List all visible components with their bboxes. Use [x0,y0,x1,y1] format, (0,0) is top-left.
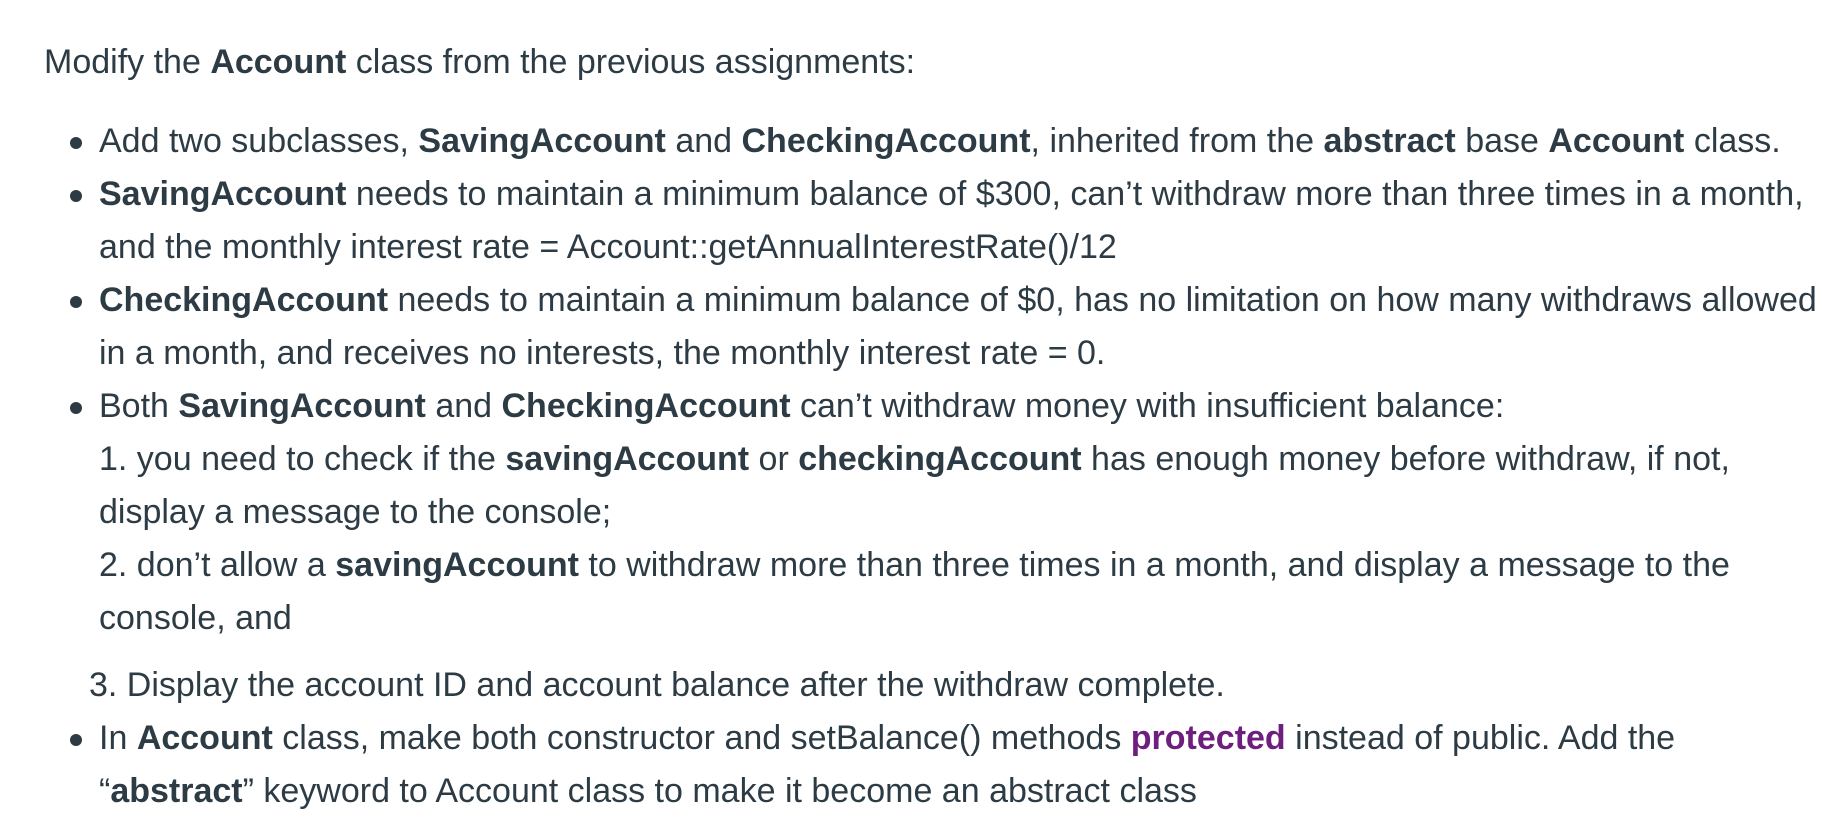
rule1-term-savingaccount: savingAccount [505,440,750,478]
requirement-savingaccount [44,168,1822,274]
req1-text-2: and [665,122,742,160]
req4-text-3: can’t withdraw money with insufficient balance: [790,387,1505,425]
req4-text-2: and [425,387,502,425]
req1-term-abstract: abstract [1323,122,1456,160]
req5-text-2: class, make both constructor and setBalance() methods [272,719,1131,757]
req3-text: needs to maintain a minimum balance of $0, has no limitation on how many withdraws allowed in a month, and receives no interests, the monthly interest rate = 0. [99,281,1817,372]
intro-text-1: Modify the [44,43,211,81]
req1-text-4: base [1455,122,1549,160]
req5-text-4: ” keyword to Account class to make it become an abstract class [242,772,1197,810]
requirement-withdraw-rules [44,380,1822,712]
intro-account-term: Account [210,43,347,81]
intro-text-2: class from the previous assignments: [346,43,916,81]
req5-term-account: Account [136,719,273,757]
requirements-list [44,115,1822,818]
requirement-checkingaccount [44,274,1822,380]
req1-term-account: Account [1548,122,1685,160]
rule1-term-checkingaccount: checkingAccount [798,440,1082,478]
req2-term-savingaccount: SavingAccount [99,175,347,213]
req4-term-savingaccount: SavingAccount [178,387,426,425]
req1-term-checkingaccount: CheckingAccount [741,122,1031,160]
requirement-subclasses [44,115,1822,168]
req4-term-checkingaccount: CheckingAccount [501,387,791,425]
withdraw-rule-1 [99,433,1822,539]
rule2-text-1: 2. don’t allow a [99,546,336,584]
req2-text: needs to maintain a minimum balance of $300, can’t withdraw more than three times in a month, and the monthly interest rate = Account::getAnnualInterestRate()/12 [99,175,1804,266]
req3-term-checkingaccount: CheckingAccount [99,281,389,319]
rule1-text-3: has enough money before withdraw, if not, display a message to the console; [99,440,1730,531]
req1-term-savingaccount: SavingAccount [418,122,666,160]
requirement-protected-abstract [44,712,1822,818]
rule1-text-2: or [749,440,799,478]
req4-text-1: Both [99,387,179,425]
rule2-term-savingaccount: savingAccount [335,546,579,584]
req5-text-3: instead of public. Add the “ [99,719,1676,810]
rule1-text-1: 1. you need to check if the [99,440,506,478]
intro-paragraph [44,36,1822,89]
req1-text-3: , inherited from the [1030,122,1324,160]
withdraw-rule-2 [99,539,1822,645]
req5-term-abstract: abstract [110,772,243,810]
req5-term-protected: protected [1130,719,1286,757]
req5-text-1: In [99,719,137,757]
rule2-text-2: to withdraw more than three times in a month, and display a message to the console, and [99,546,1730,637]
req1-text-5: class. [1684,122,1781,160]
withdraw-rule-3: 3. Display the account ID and account balance after the withdraw complete. [89,666,1225,704]
req1-text-1: Add two subclasses, [99,122,419,160]
